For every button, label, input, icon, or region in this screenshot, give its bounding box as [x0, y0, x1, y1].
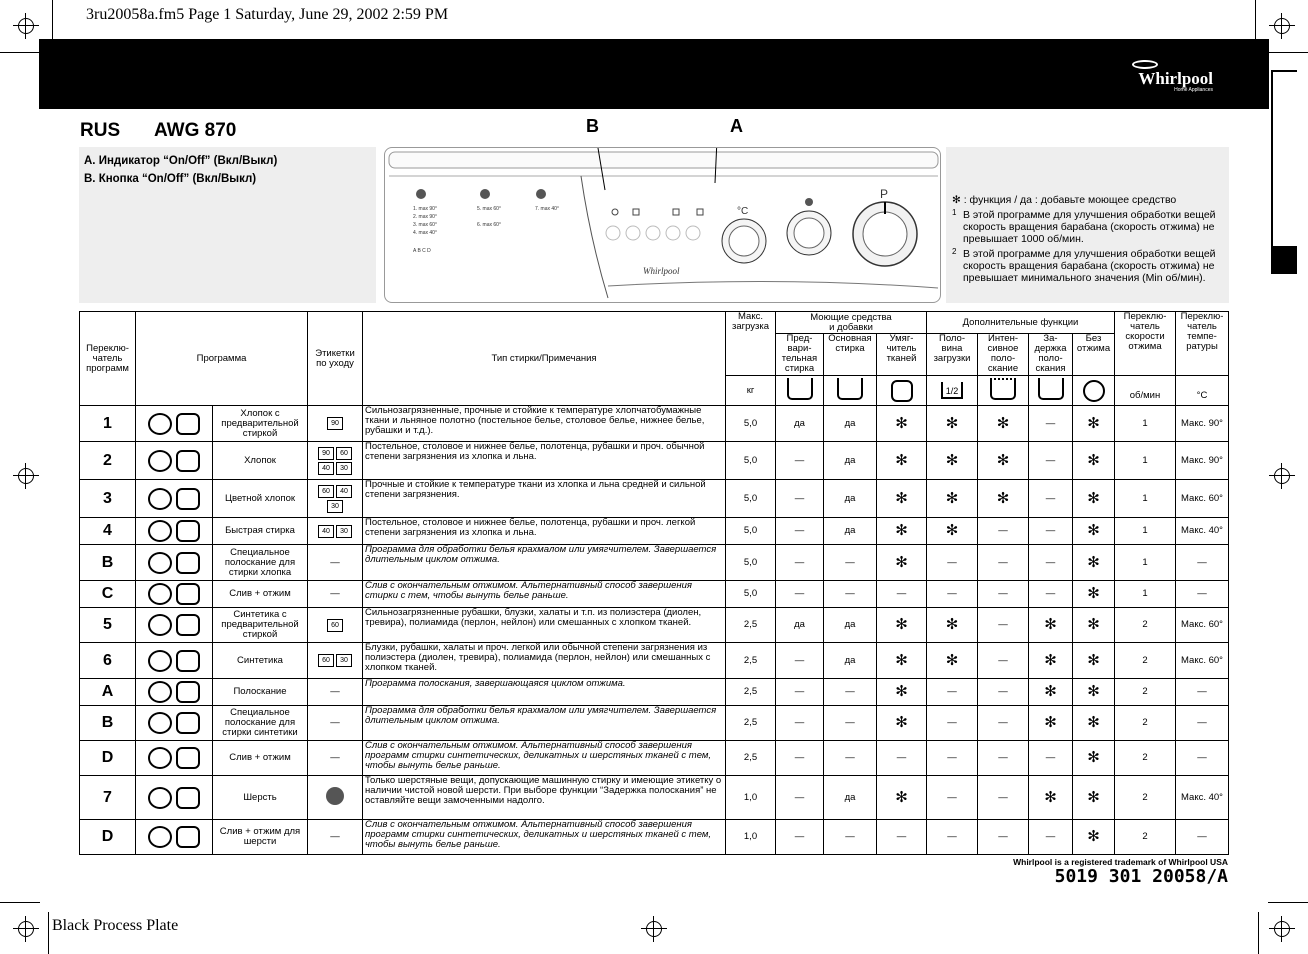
program-name: Цветной хлопок [213, 480, 308, 518]
svg-text:6. max 60°: 6. max 60° [477, 222, 501, 228]
option-value: — [824, 706, 877, 741]
option-value: ✻ [1073, 581, 1115, 608]
option-value: — [927, 545, 978, 581]
header-intense: Интен- сивное поло- скание [978, 334, 1029, 376]
option-value: — [978, 741, 1029, 776]
svg-text:1. max 90°: 1. max 90° [413, 206, 437, 212]
care-label: — [330, 831, 340, 842]
crop-mark-icon [13, 13, 39, 39]
program-number: A [80, 679, 136, 706]
care-labels [308, 545, 363, 581]
table-row [80, 480, 1229, 518]
spin-setting: 1 [1115, 545, 1176, 581]
table-row [80, 518, 1229, 545]
option-value: — [978, 643, 1029, 679]
option-value: — [927, 706, 978, 741]
header-temp-unit: °C [1176, 376, 1229, 406]
program-number: 7 [80, 776, 136, 820]
spin-setting: 1 [1115, 518, 1176, 545]
max-load: 5,0 [726, 581, 776, 608]
max-load: 1,0 [726, 776, 776, 820]
option-value: — [776, 518, 824, 545]
thumb-index-tab [1271, 70, 1297, 274]
temp-setting: Макс. 40° [1176, 776, 1229, 820]
option-value: — [978, 545, 1029, 581]
svg-text:3. max 60°: 3. max 60° [413, 222, 437, 228]
legend-item-button: B. Кнопка “On/Off” (Вкл/Выкл) [84, 173, 257, 185]
option-value: ✻ [1073, 480, 1115, 518]
softener-icon [877, 376, 927, 406]
option-value: ✻ [1073, 643, 1115, 679]
program-symbol-icon [136, 518, 213, 545]
max-load: 5,0 [726, 480, 776, 518]
option-value: ✻ [877, 608, 927, 643]
option-value: ✻ [1029, 643, 1073, 679]
trademark-note: Whirlpool is a registered trademark of Whirlpool USA [1013, 857, 1228, 867]
table-row [80, 608, 1229, 643]
max-load: 2,5 [726, 679, 776, 706]
option-value: — [927, 776, 978, 820]
svg-text:A B C D: A B C D [413, 248, 431, 254]
header-temp: Переклю- чатель темпе- ратуры [1176, 312, 1229, 376]
model-name: AWG 870 [154, 120, 237, 141]
option-value: ✻ [1073, 706, 1115, 741]
option-value: ✻ [978, 480, 1029, 518]
care-label: 30 [327, 500, 343, 513]
no-spin-icon [1073, 376, 1115, 406]
header-softener: Умяг- читель тканей [877, 334, 927, 376]
table-row [80, 643, 1229, 679]
svg-text:5. max 60°: 5. max 60° [477, 206, 501, 212]
program-number: D [80, 741, 136, 776]
option-value: — [978, 776, 1029, 820]
option-value: — [776, 679, 824, 706]
option-value: — [824, 581, 877, 608]
option-value: ✻ [877, 406, 927, 442]
program-name: Шерсть [213, 776, 308, 820]
option-value: — [1029, 820, 1073, 855]
care-label: — [330, 717, 340, 728]
spin-setting: 2 [1115, 820, 1176, 855]
option-value: — [927, 581, 978, 608]
program-symbol-icon [136, 741, 213, 776]
footnote-2: В этой программе для улучшения обработки вещей скорость вращения барабана (скорость отжима) не превышает минимального значения (Min об/мин). [963, 248, 1216, 284]
wash-note: Сильнозагрязненные, прочные и стойкие к температуре хлопчатобумажные ткани и льняное полотно (постельное белье, столовое белье, нижнее белье, рубашки и т.д.). [363, 406, 726, 442]
care-label: 60 [318, 654, 334, 667]
header-detergents: Моющие средства и добавки [776, 312, 927, 334]
program-number: C [80, 581, 136, 608]
option-value: ✻ [978, 406, 1029, 442]
care-label: — [330, 556, 340, 568]
program-name: Специальное полоскание для стирки синтетики [213, 706, 308, 741]
option-value: — [824, 545, 877, 581]
option-value: ✻ [1029, 706, 1073, 741]
slug-top: 3ru20058a.fm5 Page 1 Saturday, June 29, 2002 2:59 PM [86, 6, 449, 23]
care-label: 60 [318, 485, 334, 498]
option-value: — [824, 679, 877, 706]
care-label: 40 [336, 485, 352, 498]
care-labels [308, 480, 363, 518]
option-value: да [824, 518, 877, 545]
svg-text:°C: °C [737, 206, 749, 217]
temp-setting: Макс. 60° [1176, 643, 1229, 679]
program-name: Полоскание [213, 679, 308, 706]
callout-b: B [586, 116, 599, 136]
temp-setting: Макс. 90° [1176, 406, 1229, 442]
wash-note: Сильнозагрязненные рубашки, блузки, халаты и т.п. из полиэстера (диолен, тревира), полиамида (перлон, нейлон) или смешанных с хлопком тканей. [363, 608, 726, 643]
program-name: Синтетика с предварительной стиркой [213, 608, 308, 643]
spin-setting: 2 [1115, 776, 1176, 820]
option-value: — [978, 608, 1029, 643]
crop-mark-icon [1269, 463, 1295, 489]
header-spin: Переклю- чатель скорости отжима [1115, 312, 1176, 376]
option-value: ✻ [1073, 406, 1115, 442]
wash-note: Постельное, столовое и нижнее белье, полотенца, рубашки и проч. легкой степени загрязнения из хлопка и льна. [363, 518, 726, 545]
temp-setting: — [1176, 679, 1229, 706]
spin-setting: 2 [1115, 643, 1176, 679]
max-load: 5,0 [726, 518, 776, 545]
option-value: — [776, 820, 824, 855]
program-name: Хлопок с предварительной стиркой [213, 406, 308, 442]
care-labels [308, 776, 363, 820]
program-number: 4 [80, 518, 136, 545]
care-labels [308, 643, 363, 679]
program-number: B [80, 706, 136, 741]
care-label: 30 [336, 462, 352, 475]
program-symbol-icon [136, 581, 213, 608]
wash-note: Прочные и стойкие к температуре ткани из хлопка и льна средней и сильной степени загрязнения. [363, 480, 726, 518]
care-labels [308, 442, 363, 480]
program-symbol-icon [136, 706, 213, 741]
option-value: ✻ [877, 480, 927, 518]
program-number: 3 [80, 480, 136, 518]
option-value: ✻ [927, 643, 978, 679]
care-labels [308, 581, 363, 608]
header-switch: Переклю- чатель программ [80, 312, 136, 406]
option-value: — [1029, 406, 1073, 442]
option-value: — [877, 820, 927, 855]
document-code: 5019 301 20058/A [1054, 866, 1228, 887]
wash-note: Только шерстяные вещи, допускающие машинную стирку и имеющие этикетку о наличии чистой новой шерсти. При выборе функции “Задержка полоскания” не оставляйте вещи замоченными надолго. [363, 776, 726, 820]
option-value: да [776, 608, 824, 643]
intense-rinse-icon [978, 376, 1029, 406]
program-name: Слив + отжим для шерсти [213, 820, 308, 855]
option-value: — [877, 741, 927, 776]
care-label: 90 [318, 447, 334, 460]
program-symbol-icon [136, 480, 213, 518]
program-name: Специальное полоскание для стирки хлопка [213, 545, 308, 581]
legend-star-note: ✻ : функция / да : добавьте моющее средство [952, 194, 1177, 206]
temp-setting: — [1176, 820, 1229, 855]
wash-note: Слив с окончательным отжимом. Альтернативный способ завершения программ стирки синтетических, деликатных и шерстяных тканей с тем, чтобы вынуть белье раньше. [363, 741, 726, 776]
wash-note: Блузки, рубашки, халаты и проч. легкой или обычной степени загрязнения из полиэстера (диолен, тревира), полиамида (перлон, нейлон) или смешанных с хлопком тканей. [363, 643, 726, 679]
option-value: ✻ [1073, 679, 1115, 706]
care-labels [308, 518, 363, 545]
temp-setting: Макс. 90° [1176, 442, 1229, 480]
option-value: ✻ [1029, 679, 1073, 706]
option-value: — [1029, 518, 1073, 545]
option-value: — [927, 741, 978, 776]
header-extra: Дополнительные функции [927, 312, 1115, 334]
care-label: 40 [318, 525, 334, 538]
header-half: Поло- вина загрузки [927, 334, 978, 376]
care-label: 60 [336, 447, 352, 460]
option-value: ✻ [877, 776, 927, 820]
max-load: 2,5 [726, 608, 776, 643]
option-value: ✻ [877, 679, 927, 706]
header-banner [39, 39, 1269, 109]
program-number: 6 [80, 643, 136, 679]
footnote-1: В этой программе для улучшения обработки вещей скорость вращения барабана (скорость отжима) не превышает 1000 об/мин. [963, 209, 1216, 245]
header-load: Макс. загрузка [726, 312, 776, 376]
option-value: — [1029, 480, 1073, 518]
header-main: Основная стирка [824, 334, 877, 376]
header-nospin: Без отжима [1073, 334, 1115, 376]
spin-setting: 1 [1115, 480, 1176, 518]
max-load: 5,0 [726, 545, 776, 581]
crop-mark-icon [641, 916, 667, 942]
temp-setting: — [1176, 581, 1229, 608]
footnote-2-mark: 2 [952, 247, 957, 256]
control-panel-illustration [384, 147, 941, 303]
program-symbol-icon [136, 679, 213, 706]
crop-mark-icon [13, 916, 39, 942]
spin-setting: 2 [1115, 741, 1176, 776]
svg-text:4. max 40°: 4. max 40° [413, 230, 437, 236]
notes-legend [946, 147, 1229, 303]
option-value: ✻ [1029, 608, 1073, 643]
program-symbol-icon [136, 643, 213, 679]
option-value: — [776, 706, 824, 741]
max-load: 2,5 [726, 741, 776, 776]
option-value: — [776, 581, 824, 608]
option-value: — [978, 518, 1029, 545]
care-label: 30 [336, 525, 352, 538]
header-spin-unit: об/мин [1115, 376, 1176, 406]
wash-note: Слив с окончательным отжимом. Альтернативный способ завершения стирки с тем, чтобы вынуть белье раньше. [363, 581, 726, 608]
table-row [80, 581, 1229, 608]
max-load: 5,0 [726, 442, 776, 480]
option-value: — [824, 741, 877, 776]
option-value: ✻ [1073, 741, 1115, 776]
svg-text:Whirlpool: Whirlpool [643, 266, 680, 276]
header-labels: Этикетки по уходу [308, 312, 363, 406]
option-value: ✻ [1073, 442, 1115, 480]
temp-setting: — [1176, 741, 1229, 776]
option-value: ✻ [877, 706, 927, 741]
option-value: да [824, 776, 877, 820]
program-symbol-icon [136, 545, 213, 581]
svg-text:2. max 90°: 2. max 90° [413, 214, 437, 220]
svg-text:P: P [880, 187, 889, 201]
header-prewash: Пред- вари- тельная стирка [776, 334, 824, 376]
program-number: B [80, 545, 136, 581]
max-load: 2,5 [726, 643, 776, 679]
option-value: ✻ [927, 442, 978, 480]
care-label: — [330, 686, 340, 697]
wash-note: Постельное, столовое и нижнее белье, полотенца, рубашки и проч. обычной степени загрязнения из хлопка и льна. [363, 442, 726, 480]
option-value: да [824, 442, 877, 480]
option-value: ✻ [1073, 820, 1115, 855]
table-row [80, 679, 1229, 706]
program-symbol-icon [136, 608, 213, 643]
option-value: ✻ [1073, 545, 1115, 581]
spin-setting: 2 [1115, 608, 1176, 643]
option-value: ✻ [877, 442, 927, 480]
option-value: ✻ [978, 442, 1029, 480]
care-labels [308, 741, 363, 776]
option-value: — [978, 581, 1029, 608]
option-value: — [776, 643, 824, 679]
option-value: ✻ [877, 545, 927, 581]
care-label: 40 [318, 462, 334, 475]
half-load-icon: 1/2 [927, 376, 978, 406]
slug-bottom: Black Process Plate [52, 917, 179, 934]
option-value: — [824, 820, 877, 855]
prewash-icon [776, 376, 824, 406]
main-wash-icon [824, 376, 877, 406]
option-value: — [776, 741, 824, 776]
wash-note: Слив с окончательным отжимом. Альтернативный способ завершения программ стирки синтетических, деликатных и шерстяных тканей с тем, чтобы вынуть белье раньше. [363, 820, 726, 855]
table-row [80, 406, 1229, 442]
care-label: — [330, 752, 340, 763]
option-value: ✻ [877, 643, 927, 679]
wash-note: Программа полоскания, завершающаяся циклом отжима. [363, 679, 726, 706]
footnote-1-mark: 1 [952, 208, 957, 217]
program-number: 2 [80, 442, 136, 480]
wash-note: Программа для обработки белья крахмалом или умягчителем. Завершается длительным циклом отжима. [363, 706, 726, 741]
brand-logo: Whirlpool Home Appliances [1138, 69, 1213, 93]
option-value: — [877, 581, 927, 608]
table-row [80, 820, 1229, 855]
option-value: да [824, 608, 877, 643]
option-value: — [776, 442, 824, 480]
program-table [79, 311, 1229, 855]
table-row [80, 545, 1229, 581]
spin-setting: 2 [1115, 679, 1176, 706]
option-value: — [978, 706, 1029, 741]
max-load: 5,0 [726, 406, 776, 442]
option-value: — [776, 480, 824, 518]
crop-mark-icon [13, 463, 39, 489]
svg-text:7. max 40°: 7. max 40° [535, 206, 559, 212]
program-name: Слив + отжим [213, 741, 308, 776]
option-value: да [824, 643, 877, 679]
program-number: 1 [80, 406, 136, 442]
header-load-unit: кг [726, 376, 776, 406]
callout-a: A [730, 116, 743, 136]
option-value: — [776, 545, 824, 581]
max-load: 1,0 [726, 820, 776, 855]
option-value: да [776, 406, 824, 442]
option-value: ✻ [927, 518, 978, 545]
wash-note: Программа для обработки белья крахмалом или умягчителем. Завершается длительным циклом отжима. [363, 545, 726, 581]
max-load: 2,5 [726, 706, 776, 741]
option-value: — [1029, 741, 1073, 776]
option-value: — [1029, 442, 1073, 480]
option-value: ✻ [927, 406, 978, 442]
care-labels [308, 706, 363, 741]
program-symbol-icon [136, 406, 213, 442]
care-label: 90 [327, 417, 343, 430]
option-value: — [1029, 545, 1073, 581]
temp-setting: Макс. 60° [1176, 608, 1229, 643]
option-value: — [978, 820, 1029, 855]
table-row [80, 442, 1229, 480]
program-name: Синтетика [213, 643, 308, 679]
option-value: ✻ [1073, 518, 1115, 545]
option-value: да [824, 406, 877, 442]
spin-setting: 1 [1115, 406, 1176, 442]
option-value: ✻ [1073, 608, 1115, 643]
crop-mark-icon [1269, 916, 1295, 942]
crop-mark-icon [1269, 13, 1295, 39]
language-code: RUS [80, 120, 121, 141]
wool-label-icon [326, 787, 344, 805]
table-row [80, 741, 1229, 776]
option-value: — [776, 776, 824, 820]
option-value: — [1029, 581, 1073, 608]
spin-setting: 2 [1115, 706, 1176, 741]
program-name: Слив + отжим [213, 581, 308, 608]
program-symbol-icon [136, 442, 213, 480]
option-value: ✻ [877, 518, 927, 545]
option-value: ✻ [1073, 776, 1115, 820]
temp-setting: Макс. 60° [1176, 480, 1229, 518]
program-number: 5 [80, 608, 136, 643]
option-value: ✻ [927, 480, 978, 518]
spin-setting: 1 [1115, 581, 1176, 608]
care-labels [308, 608, 363, 643]
care-labels [308, 820, 363, 855]
spin-setting: 1 [1115, 442, 1176, 480]
option-value: — [978, 679, 1029, 706]
option-value: ✻ [1029, 776, 1073, 820]
option-value: — [927, 679, 978, 706]
program-symbol-icon [136, 820, 213, 855]
program-number: D [80, 820, 136, 855]
care-label: 30 [336, 654, 352, 667]
legend-item-indicator: A. Индикатор “On/Off” (Вкл/Выкл) [84, 155, 278, 167]
temp-setting: Макс. 40° [1176, 518, 1229, 545]
care-labels [308, 406, 363, 442]
table-row [80, 706, 1229, 741]
table-row [80, 776, 1229, 820]
program-name: Хлопок [213, 442, 308, 480]
option-value: да [824, 480, 877, 518]
rinse-hold-icon [1029, 376, 1073, 406]
header-delay: За- держка поло- скания [1029, 334, 1073, 376]
program-name: Быстрая стирка [213, 518, 308, 545]
care-labels [308, 679, 363, 706]
option-value: ✻ [927, 608, 978, 643]
program-symbol-icon [136, 776, 213, 820]
temp-setting: — [1176, 545, 1229, 581]
care-label: — [330, 588, 340, 599]
header-program: Программа [136, 312, 308, 406]
control-legend [79, 147, 376, 303]
header-type: Тип стирки/Примечания [363, 312, 726, 406]
care-label: 60 [327, 619, 343, 632]
option-value: — [927, 820, 978, 855]
temp-setting: — [1176, 706, 1229, 741]
